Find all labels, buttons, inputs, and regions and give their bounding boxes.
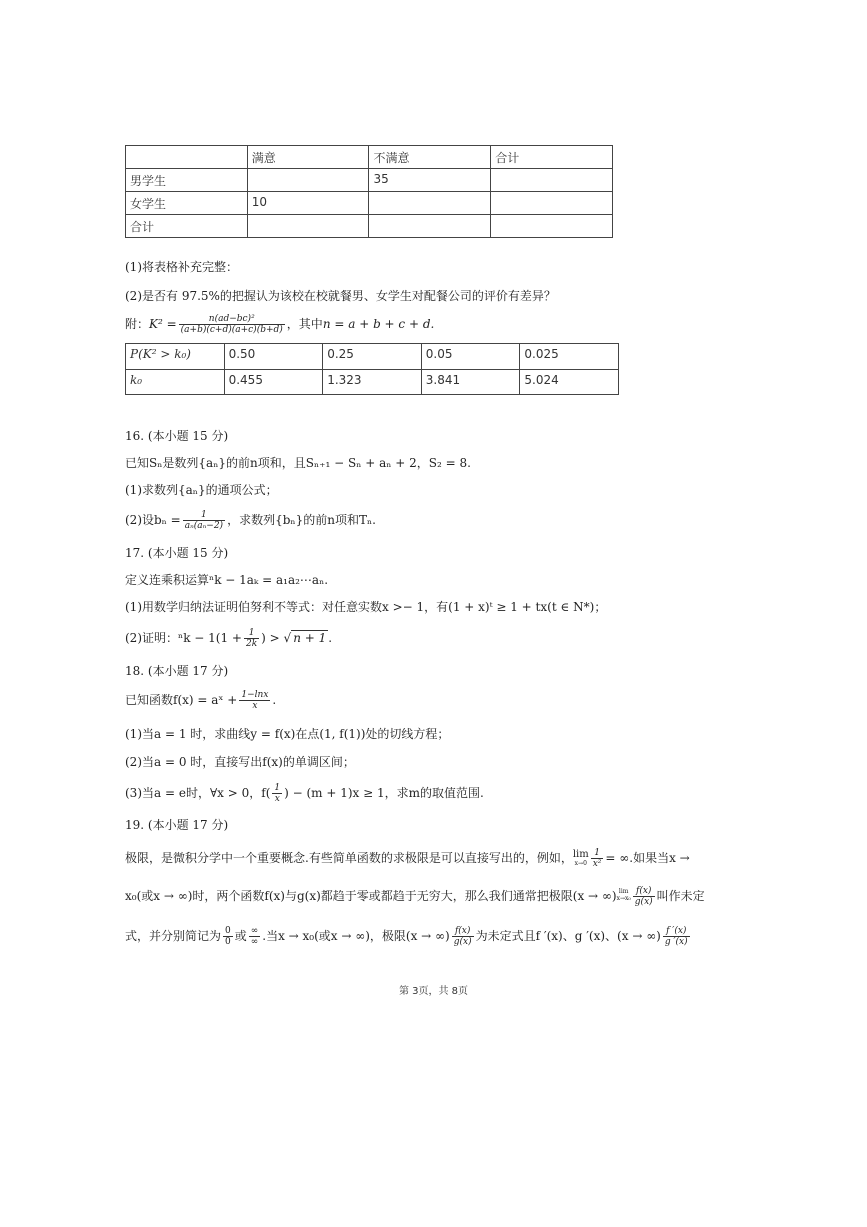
q16-part2 [125, 510, 376, 531]
inf-over-inf-fraction [249, 926, 261, 947]
lim-label: lim [572, 849, 589, 860]
table-cell: 10 [247, 192, 369, 215]
table-cell: 5.024 [520, 370, 619, 395]
table-cell: 0.25 [323, 344, 422, 370]
q16-part1: (1)求数列{aₙ}的通项公式； [125, 483, 278, 497]
table-cell: 满意 [247, 146, 369, 169]
fraction-numerator: f(x) [452, 926, 474, 937]
table-row [126, 146, 613, 169]
q17-part2 [125, 628, 332, 649]
fraction-numerator: 1 [591, 848, 604, 859]
note-prefix: 附： [125, 317, 150, 331]
table-cell [491, 169, 613, 192]
table-row [126, 169, 613, 192]
q17-part1: (1)用数学归纳法证明伯努利不等式：对任意实数x >− 1，有(1 + x)ᵗ ≥ 1 + tx(t ∈ N*)； [125, 600, 607, 614]
table-cell [491, 215, 613, 238]
sqrt-radicand: n + 1 [293, 631, 327, 645]
fraction-numerator: 1 [244, 628, 259, 639]
table-cell: 35 [369, 169, 491, 192]
limit-expression [573, 850, 589, 867]
table-cell: 0.025 [520, 344, 619, 370]
one-over-x-fraction [272, 783, 282, 804]
chi-square-fraction [179, 314, 285, 335]
table-cell: 男学生 [126, 169, 248, 192]
fraction-numerator: 0 [225, 926, 231, 936]
critical-value-table [125, 343, 619, 395]
q16-title: 16. (本小题 15 分) [125, 429, 229, 443]
text-segment: ) > [261, 631, 280, 645]
table-cell [491, 192, 613, 215]
table-cell [369, 192, 491, 215]
bn-fraction [183, 510, 225, 531]
text-segment: . [328, 631, 333, 645]
page-footer: 第 3页，共 8页 [398, 986, 469, 997]
text-segment: ) − (m + 1)x ≥ 1，求m的取值范围. [284, 786, 484, 800]
fx-over-gx-fraction [452, 926, 474, 947]
fraction-numerator: 1−lnx [241, 690, 269, 700]
one-over-x2-fraction [591, 848, 604, 869]
fraction-denominator: (a+b)(c+d)(a+c)(b+d) [180, 325, 283, 335]
lim-label: lim [618, 888, 629, 895]
text-segment: 叫作未定 [656, 889, 705, 903]
fraction-denominator: 2k [245, 639, 258, 649]
q17-text: 定义连乘积运算ⁿk − 1aₖ = a₁a₂⋯aₙ. [125, 573, 329, 587]
q18-part1: (1)当a = 1 时，求曲线y = f(x)在点(1, f(1))处的切线方程； [125, 727, 450, 741]
text-segment: (2)证明：ⁿk − 1(1 + [125, 631, 242, 645]
zero-over-zero-fraction [223, 926, 233, 947]
table-row [126, 215, 613, 238]
table-cell [247, 169, 369, 192]
fraction-denominator: 0 [225, 937, 231, 947]
text-segment: .当x → x₀(或x → ∞)，极限(x → ∞) [262, 929, 450, 943]
text-segment: . [272, 693, 277, 707]
q19-line2 [125, 886, 705, 907]
text-segment: 或 [234, 929, 247, 943]
text-segment: 为未定式且f ′(x)、g ′(x)、(x → ∞) [475, 929, 661, 943]
sqrt-symbol: √ [283, 631, 292, 645]
table-cell [369, 215, 491, 238]
table-cell: 0.50 [224, 344, 323, 370]
one-over-2k-fraction [244, 628, 259, 649]
limit-label [617, 888, 631, 902]
text-segment: 已知函数f(x) = aˣ + [125, 693, 238, 707]
text-segment: 极限，是微积分学中一个重要概念.有些简单函数的求极限是可以直接写出的，例如， [125, 851, 573, 865]
q19-line1 [125, 848, 690, 869]
fraction-denominator: g(x) [634, 897, 653, 907]
fraction-numerator: ∞ [250, 926, 259, 936]
derivative-ratio-fraction [663, 926, 690, 947]
q15-part2: (2)是否有 97.5%的把握认为该校在校就餐男、女学生对配餐公司的评价有差异？ [125, 289, 556, 303]
q15-part1: (1)将表格补充完整： [125, 260, 238, 274]
note-suffix: ，其中 [286, 317, 323, 331]
table-cell: 不满意 [369, 146, 491, 169]
lnx-fraction [239, 690, 270, 711]
table-row [126, 344, 619, 370]
fraction-numerator: 1 [183, 510, 225, 521]
fraction-denominator: x² [592, 859, 602, 869]
text-segment: = ∞.如果当x → [605, 851, 690, 865]
fraction-denominator: g ′(x) [664, 937, 688, 947]
n-definition: n = a + b + c + d. [322, 317, 435, 331]
text-segment: (2)设bₙ = [125, 513, 181, 527]
lim-subscript: x→x₀ [616, 895, 631, 902]
table-cell: 1.323 [323, 370, 422, 395]
fraction-numerator: n(ad−bc)² [179, 314, 285, 325]
q18-part2: (2)当a = 0 时，直接写出f(x)的单调区间； [125, 755, 355, 769]
fraction-numerator: f(x) [633, 886, 655, 897]
fx-over-gx-fraction [633, 886, 655, 907]
table-cell [126, 146, 248, 169]
q15-formula-line [125, 314, 434, 335]
text-segment: (3)当a = e时，∀x > 0，f( [125, 786, 271, 800]
table-cell: 合计 [491, 146, 613, 169]
text-segment: x₀(或x → ∞)时，两个函数f(x)与g(x)都趋于零或都趋于无穷大，那么我们通常把极限(x → ∞) [125, 889, 617, 903]
table-cell: P(K² > k₀) [126, 344, 225, 370]
fraction-denominator: x [252, 701, 258, 711]
table-cell: 合计 [126, 215, 248, 238]
lim-subscript: x→0 [574, 860, 587, 867]
q18-title: 18. (本小题 17 分) [125, 664, 229, 678]
q18-part3 [125, 783, 484, 804]
q17-title: 17. (本小题 15 分) [125, 546, 229, 560]
q18-text [125, 690, 276, 711]
table-cell [247, 215, 369, 238]
fraction-numerator: 1 [274, 783, 281, 793]
text-segment: ，求数列{bₙ}的前n项和Tₙ. [227, 513, 376, 527]
fraction-denominator: ∞ [250, 937, 259, 947]
table-cell: 3.841 [421, 370, 520, 395]
q16-text: 已知Sₙ是数列{aₙ}的前n项和，且Sₙ₊₁ − Sₙ + aₙ + 2，S₂ = 8. [125, 456, 471, 470]
table-row [126, 192, 613, 215]
fraction-denominator: g(x) [453, 937, 472, 947]
fraction-denominator: aₙ(aₙ−2) [184, 521, 224, 531]
satisfaction-table [125, 145, 613, 238]
table-cell: 女学生 [126, 192, 248, 215]
fraction-denominator: x [274, 794, 280, 804]
table-cell: 0.455 [224, 370, 323, 395]
q19-title: 19. (本小题 17 分) [125, 818, 229, 832]
table-cell: k₀ [126, 370, 225, 395]
q19-line3 [125, 926, 692, 947]
table-row [126, 370, 619, 395]
table-cell: 0.05 [421, 344, 520, 370]
formula-lhs: K² = [149, 317, 177, 331]
fraction-numerator: f ′(x) [663, 926, 690, 937]
text-segment: 式，并分别简记为 [125, 929, 222, 943]
